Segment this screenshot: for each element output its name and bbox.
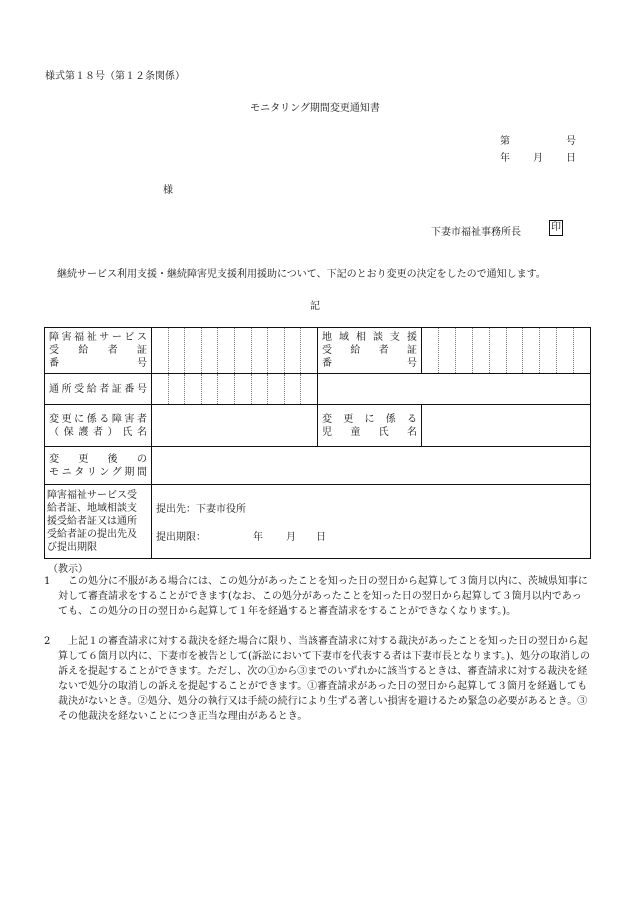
document-title: モニタリング期間変更通知書 xyxy=(250,103,380,114)
person-name-label: 変更に係る障害者 （保護者）氏名 xyxy=(45,405,152,447)
intro-text: 継続サービス利用支援・継続障害児支援利用援助について、下記のとおり変更の決定をしたので通知します。 xyxy=(57,269,546,280)
submission-details xyxy=(152,485,591,559)
note-item xyxy=(44,574,590,619)
form-number: 様式第１８号（第１２条関係） xyxy=(45,71,185,82)
welfare-cert-number-field[interactable] xyxy=(152,328,318,374)
addressee-suffix: 様 xyxy=(163,185,173,196)
note-text: この処分に不服がある場合には、この処分があったことを知った日の翌日から起算して３箇月以内に、茨城県知事に対して審査請求をすることができます(なお、この処分があったことを知った日の翌日から起算して３箇月以内であっても、この処分の日の翌日から起算して１年を経過すると審査請求をすることができなくなります。)。 xyxy=(58,576,588,617)
deadline-label: 提出期限： xyxy=(156,532,206,543)
person-name-field[interactable] xyxy=(152,405,318,447)
period-field[interactable] xyxy=(152,447,591,485)
note-item xyxy=(44,634,590,724)
day-care-cert-blank xyxy=(318,374,591,405)
ki-heading: 記 xyxy=(310,301,320,312)
submit-to: 提出先：下妻市役所 xyxy=(156,504,246,515)
note-number: 1 xyxy=(44,576,51,587)
date-month: 月 xyxy=(533,153,543,164)
note-number: 2 xyxy=(44,636,51,647)
date-year: 年 xyxy=(500,153,510,164)
consult-cert-label: 地域相談支援 受 給 者 証 番 号 xyxy=(318,328,422,374)
child-name-label: 変 更 に 係 る 児 童 氏 名 xyxy=(318,405,422,447)
deadline-day: 日 xyxy=(316,532,326,543)
date-day: 日 xyxy=(566,153,576,164)
deadline-year: 年 xyxy=(253,532,263,543)
consult-cert-number-field[interactable] xyxy=(422,328,591,374)
notes-heading: （教示） xyxy=(48,564,88,575)
seal-stamp: 印 xyxy=(549,220,563,236)
day-care-cert-number-field[interactable] xyxy=(152,374,318,405)
notification-form-table xyxy=(44,327,591,559)
sender-name: 下妻市福祉事務所長 xyxy=(431,227,521,238)
submission-label: 障害福祉サービス受 給者証、地域相談支 援受給者証又は通所 受給者証の提出先及 び提出期限 xyxy=(45,485,152,559)
deadline-month: 月 xyxy=(286,532,296,543)
period-label: 変 更 後 の モニタリング期間 xyxy=(45,447,152,485)
welfare-cert-label: 障害福祉サービス 受 給 者 証 番 号 xyxy=(45,328,152,374)
note-text: 上記１の審査請求に対する裁決を経た場合に限り、当該審査請求に対する裁決があったことを知った日の翌日から起算して６箇月以内に、下妻市を被告として(訴訟において下妻市を代表する者は下妻市長となります。)、処分の取消しの訴えを提起することができます。ただし、次の①から③までのいずれかに該当するときは、審査請求に対する裁決を経ないで処分の取消しの訴えを提起することができます。①審査請求があった日の翌日から起算して３箇月を経過しても裁決がないとき。②処分、処分の執行又は手続の続行により生ずる著しい損害を避けるため緊急の必要があるとき。③その他裁決を経ないことにつき正当な理由があるとき。 xyxy=(58,636,591,722)
number-prefix: 第 xyxy=(500,136,510,147)
day-care-cert-label: 通所受給者証番号 xyxy=(45,374,152,405)
number-suffix: 号 xyxy=(566,136,576,147)
child-name-field[interactable] xyxy=(422,405,591,447)
